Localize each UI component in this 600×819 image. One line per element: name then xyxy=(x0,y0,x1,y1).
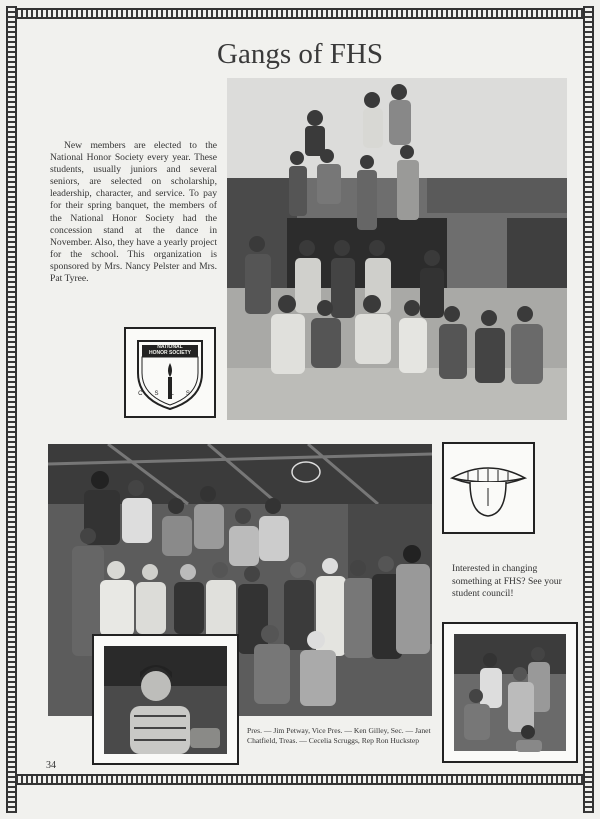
emblem-letters: CSLS xyxy=(138,391,202,397)
intro-paragraph: New members are elected to the National Honor Society every year. These students, usually juniors and several seniors, are selected on scholarship, leadership, character, and service. To pay for their spring banquet, the members of the National Honor Society had the concession stand at the dance in November. Also, they have a yearly project for the school. This organization is sponsored by Mrs. Nancy Pelster and Mrs. Pat Tyree. xyxy=(50,140,217,285)
officers-caption: Pres. — Jim Petway, Vice Pres. — Ken Gilley, Sec. — Janet Chatfield, Treas. — Cecelia Scruggs, Rep Ron Huckstep xyxy=(247,726,431,745)
president-portrait-frame xyxy=(92,634,239,765)
emblem-label-national: NATIONAL xyxy=(157,344,183,350)
honor-society-shield-icon xyxy=(126,329,214,416)
president-portrait-image xyxy=(94,636,237,763)
council-inset-photo-frame xyxy=(442,622,578,763)
page-title: Gangs of FHS xyxy=(217,38,383,70)
honor-society-emblem xyxy=(124,327,216,418)
page-number: 34 xyxy=(46,760,56,771)
bottom-border xyxy=(6,774,594,785)
tongue-illustration xyxy=(442,442,535,534)
council-inset-photo-image xyxy=(444,624,576,761)
left-border xyxy=(6,6,17,813)
emblem-label-honor-society: HONOR SOCIETY xyxy=(149,350,191,356)
mouth-tongue-icon xyxy=(444,444,533,532)
right-border xyxy=(583,6,594,813)
top-border xyxy=(6,8,594,19)
honor-society-group-photo xyxy=(227,78,567,420)
honor-society-photo-image xyxy=(227,78,567,420)
student-council-caption: Interested in changing something at FHS? See your student council! xyxy=(452,563,562,599)
